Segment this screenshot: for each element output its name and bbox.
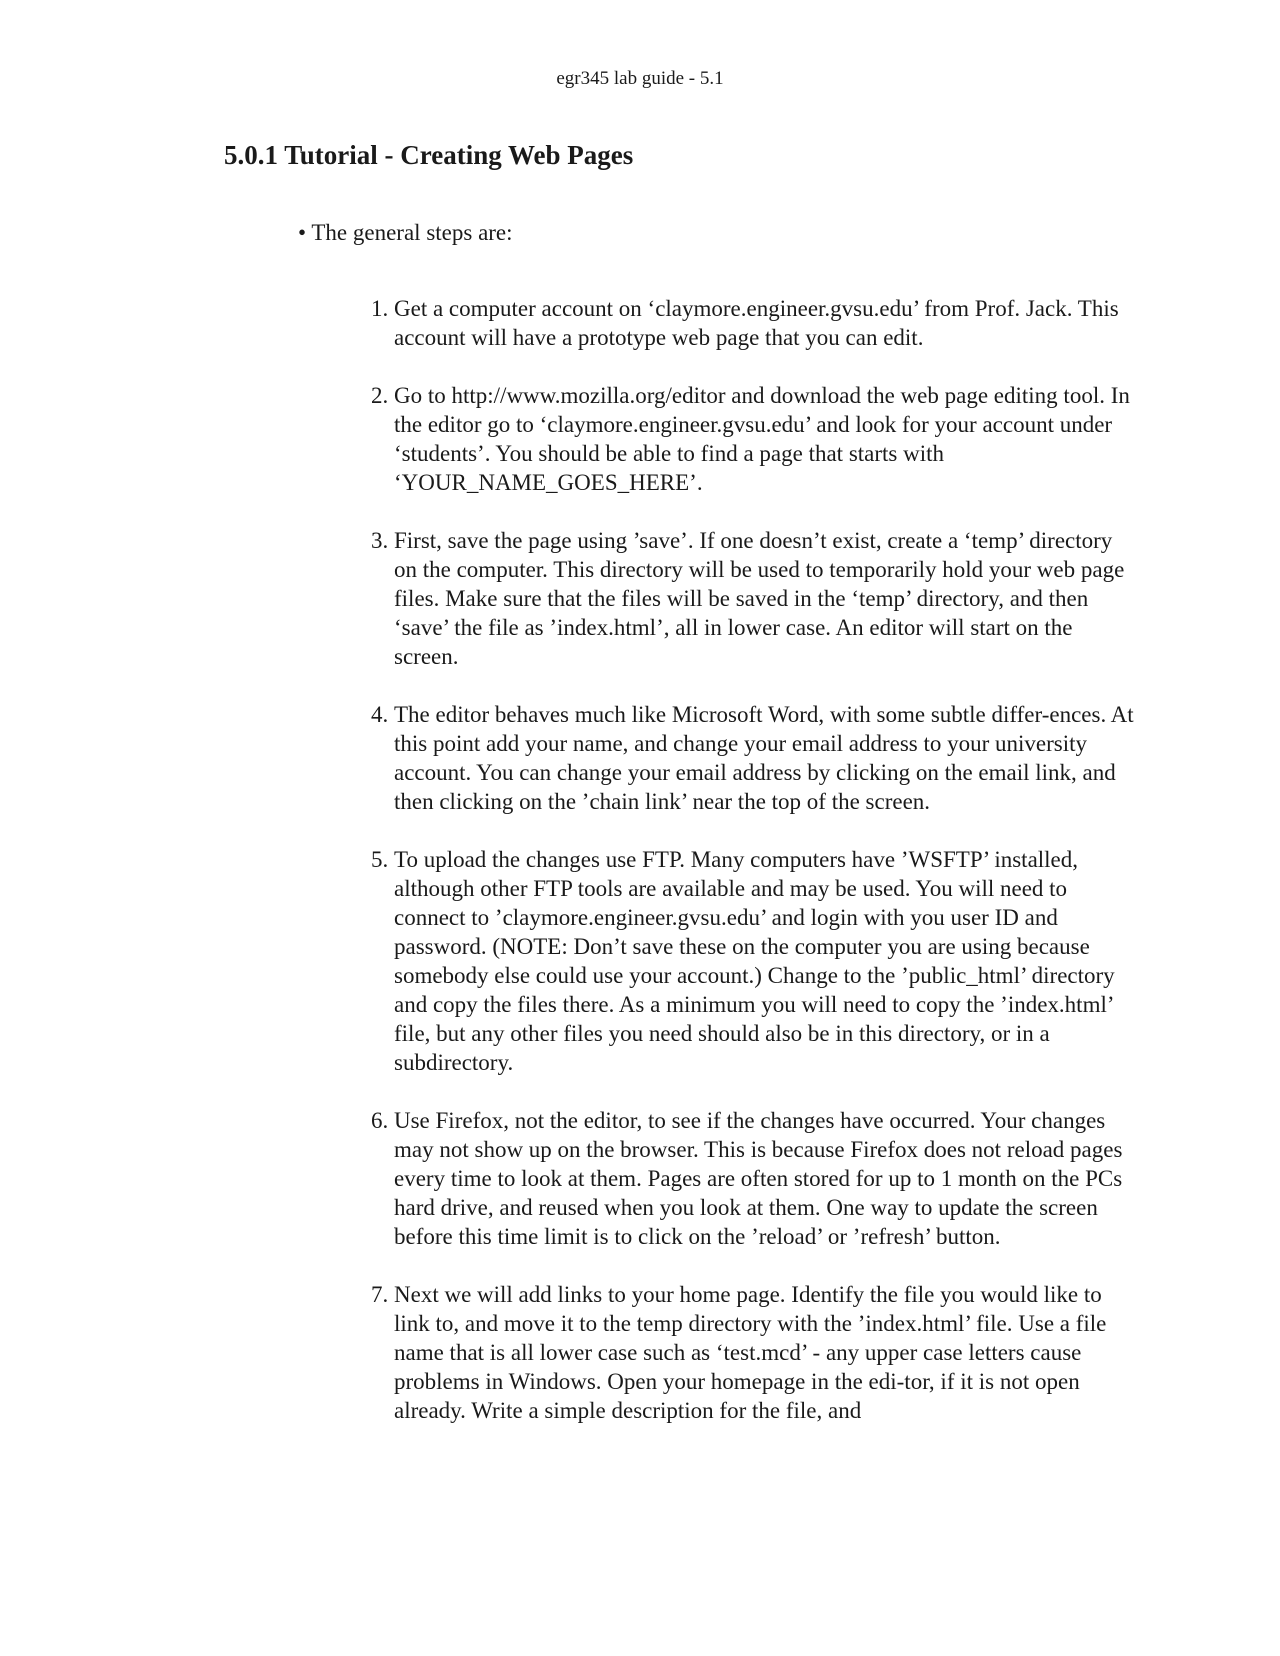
step-number: 2. xyxy=(371,383,389,408)
section-title: 5.0.1 Tutorial - Creating Web Pages xyxy=(224,140,634,170)
step-text: Use Firefox, not the editor, to see if the changes have occurred. Your changes may not show up on the browser. This is because Firefox does not reload pages every time to look at them. Pages are often stored for up to 1 month on the PCs hard drive, and reused when you look at them. One way to update the screen before this time limit is to click on the ’reload’ or ’refresh’ button. xyxy=(394,1108,1123,1249)
step-text: First, save the page using ’save’. If one doesn’t exist, create a ‘temp’ directory on the computer. This directory will be used to temporarily hold your web page files. Make sure that the files will be saved in the ‘temp’ directory, and then ‘save’ the file as ’index.html’, all in lower case. An editor will start on the screen. xyxy=(394,528,1125,669)
step-number: 5. xyxy=(371,847,389,872)
step-text: The editor behaves much like Microsoft Word, with some subtle differ-ences. At this point add your name, and change your email address to your university account. You can change your email address by clicking on the email link, and then clicking on the ’chain link’ near the top of the screen. xyxy=(394,702,1134,814)
step-item xyxy=(371,294,1134,352)
step-number: 7. xyxy=(371,1282,389,1307)
step-number: 3. xyxy=(371,528,389,553)
step-text: Next we will add links to your home page. Identify the file you would like to link to, and move it to the temp directory with the ’index.html’ file. Use a file name that is all lower case such as ‘test.mcd’ - any upper case letters cause problems in Windows. Open your homepage in the edi-tor, if it is not open already. Write a simple description for the file, and xyxy=(394,1282,1107,1423)
step-number: 4. xyxy=(371,702,389,727)
step-text: Get a computer account on ‘claymore.engineer.gvsu.edu’ from Prof. Jack. This account will have a prototype web page that you can edit. xyxy=(394,296,1119,350)
steps-list xyxy=(371,294,1134,1454)
step-text: To upload the changes use FTP. Many computers have ’WSFTP’ installed, although other FTP tools are available and may be used. You will need to connect to ’claymore.engineer.gvsu.edu’ and login with you user ID and password. (NOTE: Don’t save these on the computer you are using because somebody else could use your account.) Change to the ’public_html’ directory and copy the files there. As a minimum you will need to copy the ’index.html’ file, but any other files you need should also be in this directory, or in a subdirectory. xyxy=(394,847,1115,1075)
step-item xyxy=(371,700,1134,816)
step-text: Go to http://www.mozilla.org/editor and download the web page editing tool. In the editor go to ‘claymore.engineer.gvsu.edu’ and look for your account under ‘students’. You should be able to find a page that starts with ‘YOUR_NAME_GOES_HERE’. xyxy=(394,383,1130,495)
step-item xyxy=(371,1280,1134,1425)
step-number: 6. xyxy=(371,1108,389,1133)
intro-bullet: • The general steps are: xyxy=(298,220,513,245)
step-item xyxy=(371,1106,1134,1251)
step-number: 1. xyxy=(371,296,389,321)
running-header: egr345 lab guide - 5.1 xyxy=(556,68,724,89)
step-item xyxy=(371,526,1134,671)
step-item xyxy=(371,845,1134,1077)
step-item xyxy=(371,381,1134,497)
